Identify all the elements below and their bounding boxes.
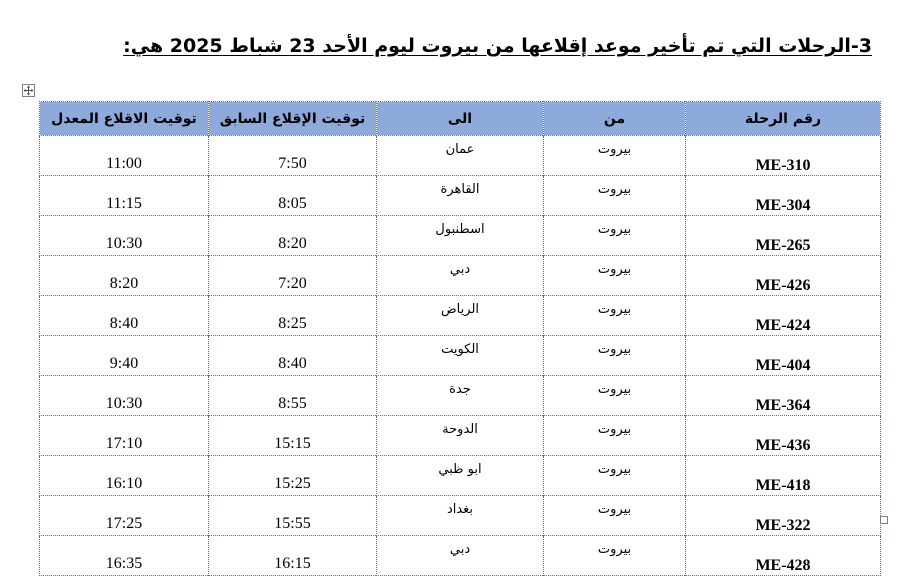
flight-number-cell: ME-424 [686,296,881,336]
table-row [40,416,881,456]
from-cell: بيروت [544,336,686,376]
to-cell: اسطنبول [377,216,544,256]
previous-time-cell: 16:15 [209,536,377,576]
previous-time-cell: 8:25 [209,296,377,336]
new-time-cell: 17:25 [40,496,209,536]
new-time-cell: 16:10 [40,456,209,496]
header-row [40,102,881,136]
document-title: 3-الرحلات التي تم تأخير موعد إقلاعها من بيروت ليوم الأحد 23 شباط 2025 هي: [123,35,872,57]
flight-number-cell: ME-436 [686,416,881,456]
from-cell: بيروت [544,416,686,456]
previous-time-cell: 8:55 [209,376,377,416]
header-previous-time: توقيت الإقلاع السابق [209,102,377,136]
from-cell: بيروت [544,256,686,296]
to-cell: دبي [377,256,544,296]
from-cell: بيروت [544,376,686,416]
table-body [40,136,881,576]
header-new-time: توقيت الاقلاع المعدل [40,102,209,136]
table-row [40,216,881,256]
flight-number-cell: ME-310 [686,136,881,176]
table-row [40,176,881,216]
flights-table [39,101,881,576]
from-cell: بيروت [544,496,686,536]
to-cell: دبي [377,536,544,576]
table-row [40,336,881,376]
header-to: الى [377,102,544,136]
table-header [40,102,881,136]
from-cell: بيروت [544,176,686,216]
new-time-cell: 11:00 [40,136,209,176]
previous-time-cell: 8:20 [209,216,377,256]
previous-time-cell: 8:05 [209,176,377,216]
resize-square-icon[interactable] [880,516,888,524]
from-cell: بيروت [544,136,686,176]
table-row [40,376,881,416]
table-row [40,256,881,296]
header-flight-number: رقم الرحلة [686,102,881,136]
to-cell: بغداد [377,496,544,536]
new-time-cell: 10:30 [40,216,209,256]
from-cell: بيروت [544,216,686,256]
to-cell: القاهرة [377,176,544,216]
flight-number-cell: ME-428 [686,536,881,576]
new-time-cell: 8:20 [40,256,209,296]
move-arrows-icon[interactable] [22,84,35,97]
to-cell: الرياض [377,296,544,336]
previous-time-cell: 8:40 [209,336,377,376]
previous-time-cell: 15:25 [209,456,377,496]
flight-number-cell: ME-265 [686,216,881,256]
new-time-cell: 9:40 [40,336,209,376]
to-cell: جدة [377,376,544,416]
to-cell: عمان [377,136,544,176]
from-cell: بيروت [544,536,686,576]
table-row [40,296,881,336]
flight-number-cell: ME-418 [686,456,881,496]
to-cell: الدوحة [377,416,544,456]
from-cell: بيروت [544,456,686,496]
header-from: من [544,102,686,136]
to-cell: ابو ظبي [377,456,544,496]
table-row [40,536,881,576]
table-row [40,136,881,176]
new-time-cell: 16:35 [40,536,209,576]
previous-time-cell: 7:20 [209,256,377,296]
table-row [40,456,881,496]
flight-number-cell: ME-322 [686,496,881,536]
new-time-cell: 8:40 [40,296,209,336]
table-row [40,496,881,536]
flight-number-cell: ME-404 [686,336,881,376]
from-cell: بيروت [544,296,686,336]
new-time-cell: 17:10 [40,416,209,456]
previous-time-cell: 15:55 [209,496,377,536]
flight-number-cell: ME-364 [686,376,881,416]
new-time-cell: 10:30 [40,376,209,416]
previous-time-cell: 7:50 [209,136,377,176]
previous-time-cell: 15:15 [209,416,377,456]
flight-number-cell: ME-426 [686,256,881,296]
to-cell: الكويت [377,336,544,376]
flight-number-cell: ME-304 [686,176,881,216]
new-time-cell: 11:15 [40,176,209,216]
